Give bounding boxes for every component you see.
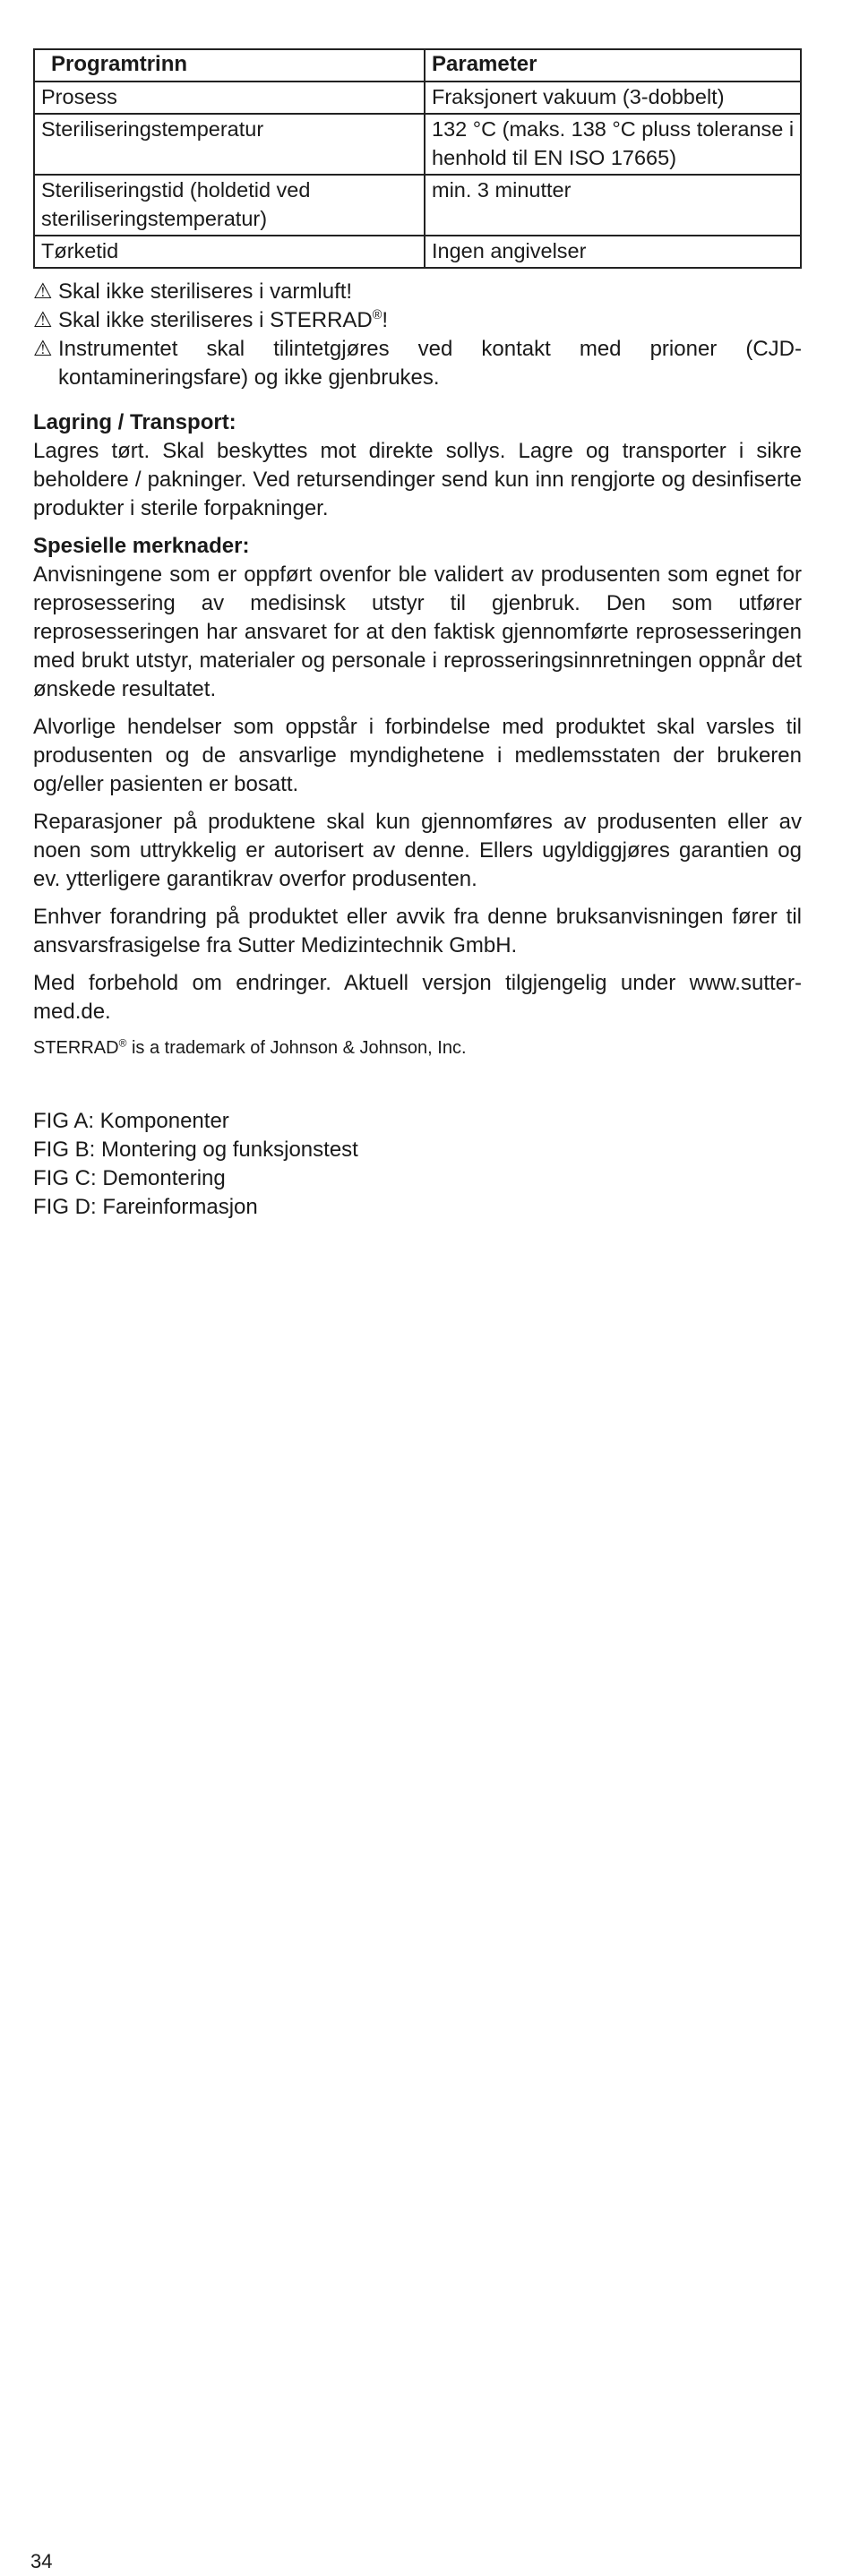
registered-mark: ® xyxy=(118,1036,127,1050)
warning-triangle-icon: ⚠ xyxy=(33,279,53,304)
table-cell: 132 °C (maks. 138 °C pluss toleranse i henhold til EN ISO 17665) xyxy=(425,114,801,175)
table-cell: Prosess xyxy=(34,82,425,114)
figure-caption: FIG A: Komponenter xyxy=(33,1109,229,1133)
warning-item xyxy=(33,306,802,335)
table-cell: min. 3 minutter xyxy=(425,175,801,236)
warning-text-end: ! xyxy=(382,308,389,332)
warning-list xyxy=(33,278,802,392)
document-body xyxy=(33,48,802,1222)
table-cell: Tørketid xyxy=(34,236,425,268)
warning-triangle-icon: ⚠ xyxy=(33,337,53,361)
figure-caption: FIG C: Demontering xyxy=(33,1166,226,1190)
table-cell: Steriliseringstid (holdetid ved steriliseringstemperatur) xyxy=(34,175,425,236)
table-row xyxy=(34,114,801,175)
table-cell: Fraksjonert vakuum (3-dobbelt) xyxy=(425,82,801,114)
table-header: Programtrinn xyxy=(34,49,425,82)
registered-mark: ® xyxy=(372,308,383,322)
notes-paragraph: Alvorlige hendelser som oppstår i forbindelse med produktet skal varsles til produsenten og de ansvarlige myndighetene i medlemsstaten der brukeren og/eller pasienten er bosatt. xyxy=(33,715,802,796)
warning-item xyxy=(33,278,802,306)
table-row xyxy=(34,236,801,268)
table-row xyxy=(34,82,801,114)
table-row xyxy=(34,175,801,236)
page-number: 34 xyxy=(30,2550,53,2572)
table-cell: Ingen angivelser xyxy=(425,236,801,268)
notes-paragraph: Enhver forandring på produktet eller avvik fra denne bruksanvisningen fører til ansvarsfrasigelse fra Sutter Medizintechnik GmbH. xyxy=(33,905,802,957)
notes-paragraph: Reparasjoner på produktene skal kun gjennomføres av produsenten eller av noen som uttrykkelig er autorisert av denne. Ellers ugyldiggjøres garantien og ev. ytterligere garantikrav overfor produsenten. xyxy=(33,810,802,891)
trademark-brand: STERRAD xyxy=(33,1038,119,1058)
table-header-row xyxy=(34,49,801,82)
warning-text: Skal ikke steriliseres i STERRAD xyxy=(58,308,373,332)
warning-item xyxy=(33,335,802,392)
sterilization-parameter-table xyxy=(33,48,802,269)
section-heading-storage: Lagring / Transport: xyxy=(33,410,236,434)
trademark-text: is a trademark of Johnson & Johnson, Inc. xyxy=(126,1038,467,1058)
trademark-note xyxy=(33,1035,802,1060)
figure-caption: FIG B: Montering og funksjonstest xyxy=(33,1138,358,1162)
notes-paragraph: Anvisningene som er oppført ovenfor ble validert av produsenten som egnet for reprosessering av medisinsk utstyr til gjenbruk. Den som utfører reprosesseringen har ansvaret for at den faktisk gjennomførte reprosesseringen med brukt utstyr, materialer og personale i reprosseringsinnretningen oppnår det ønskede resultatet. xyxy=(33,562,802,701)
table-header: Parameter xyxy=(425,49,801,82)
warning-text: Instrumentet skal tilintetgjøres ved kontakt med prioner (CJD-kontamineringsfare) og ikke gjenbrukes. xyxy=(58,337,802,390)
notes-paragraph: Med forbehold om endringer. Aktuell versjon tilgjengelig under www.sutter-med.de. xyxy=(33,971,802,1024)
table-cell: Steriliseringstemperatur xyxy=(34,114,425,175)
warning-triangle-icon: ⚠ xyxy=(33,308,53,332)
section-heading-notes: Spesielle merknader: xyxy=(33,534,250,558)
storage-paragraph: Lagres tørt. Skal beskyttes mot direkte sollys. Lagre og transporter i sikre beholdere / pakninger. Ved retursendinger send kun inn rengjorte og desinfiserte produkter i sterile forpakninger. xyxy=(33,439,802,520)
figure-list xyxy=(33,1107,802,1222)
warning-text: Skal ikke steriliseres i varmluft! xyxy=(58,279,353,304)
figure-caption: FIG D: Fareinformasjon xyxy=(33,1195,258,1219)
